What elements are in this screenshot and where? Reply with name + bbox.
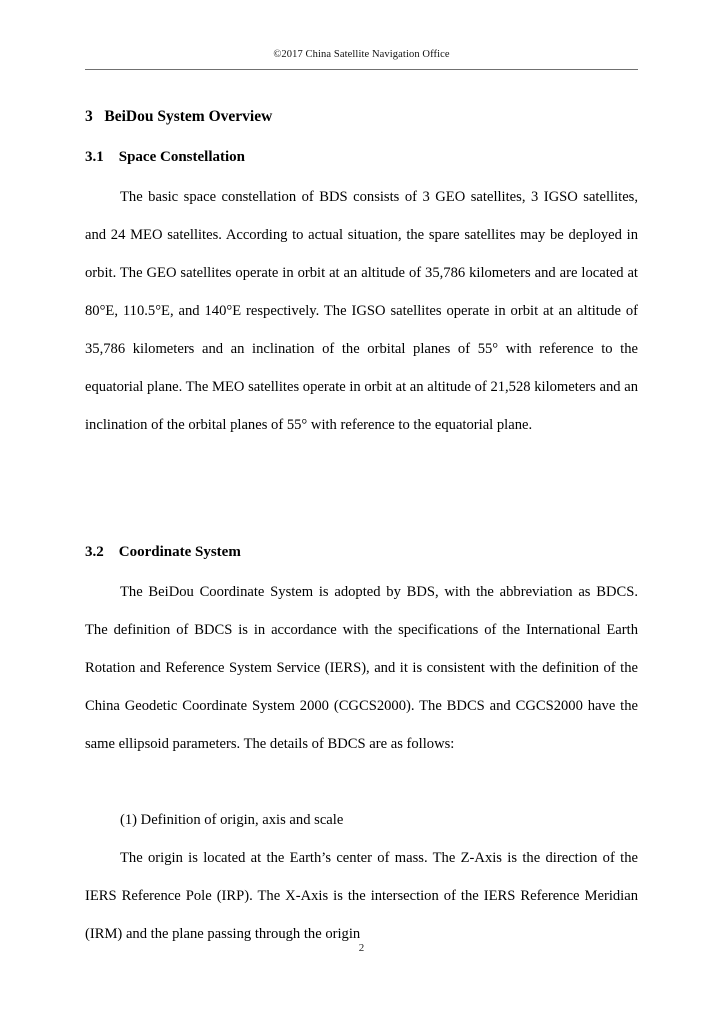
header-divider-rule (85, 69, 638, 70)
paragraph-space-constellation: The basic space constellation of BDS consists of 3 GEO satellites, 3 IGSO satellites, and 24 MEO satellites. According to actual situation, the spare satellites may be deployed in orbit. The GEO satellites operate in orbit at an altitude of 35,786 kilometers and are located at 80°E, 110.5°E, and 140°E respectively. The IGSO satellites operate in orbit at an altitude of 35,786 kilometers and an inclination of the orbital planes of 55° with reference to the equatorial plane. The MEO satellites operate in orbit at an altitude of 21,528 kilometers and an inclination of the orbital planes of 55° with reference to the equatorial plane. (85, 188, 638, 433)
header-copyright-text: ©2017 China Satellite Navigation Office (273, 49, 450, 60)
paragraph-coordinate-system: The BeiDou Coordinate System is adopted by BDS, with the abbreviation as BDCS. The definition of BDCS is in accordance with the specifications of the International Earth Rotation and Reference System Service (IERS), and it is consistent with the definition of the China Geodetic Coordinate System 2000 (CGCS2000). The BDCS and CGCS2000 have the same ellipsoid parameters. The details of BDCS are as follows: (85, 583, 638, 752)
list-item-definition-origin-axis-scale: (1) Definition of origin, axis and scale (120, 811, 344, 828)
section-heading-3: 3 BeiDou System Overview (85, 108, 273, 126)
paragraph-origin-definition: The origin is located at the Earth’s center of mass. The Z-Axis is the direction of the IERS Reference Pole (IRP). The X-Axis is the intersection of the IERS Reference Meridian (IRM) and the plane passing through the origin (85, 849, 638, 942)
section-heading-3-2: 3.2 Coordinate System (85, 544, 241, 561)
page-number: 2 (358, 942, 365, 954)
section-heading-3-1: 3.1 Space Constellation (85, 149, 246, 166)
running-header (85, 48, 638, 61)
